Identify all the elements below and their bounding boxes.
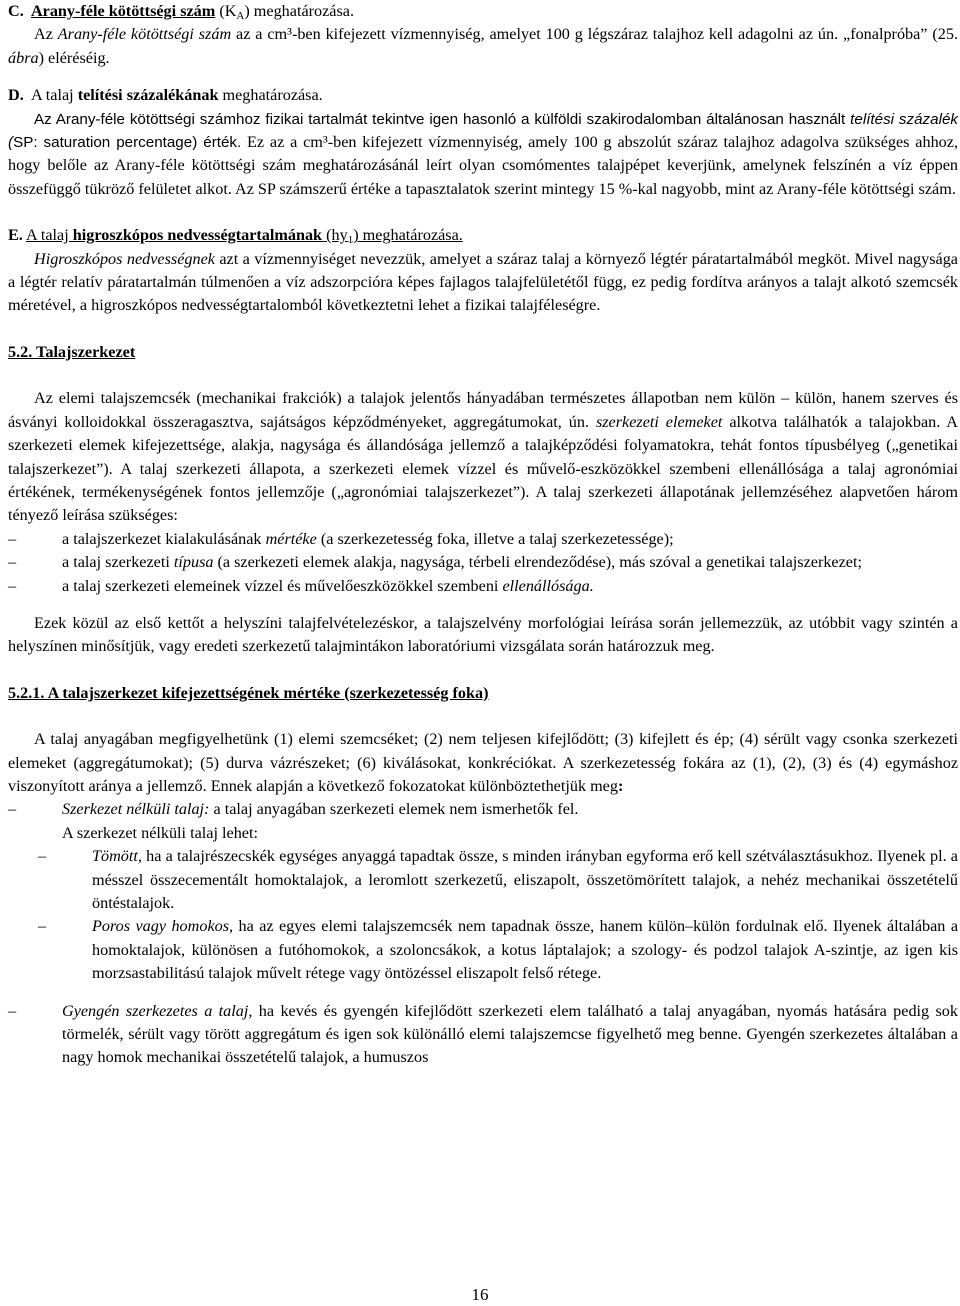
section-c-heading: C. Arany-féle kötöttségi szám $(K_A)$ meghatározása. [8,2,355,22]
page-number: 16 [471,1285,489,1304]
section-c-paragraph: Az Arany-féle kötöttségi szám az a cm³-ben kifejezett vízmennyiség, amelyet 100 g légszáraz talajhoz kell adagolni az ún. „fonalpróba” (25. ábra) eléréséig. [8,25,958,67]
list-item: – a talaj szerkezeti elemeinek vízzel és művelőeszközökkel szembeni ellenállósága. [8,576,594,595]
list-item: – a talajszerkezet kialakulásának mértéke (a szerkezetesség foka, illetve a talaj szerkezetessége); [8,529,674,548]
section-e-paragraph: Higroszkópos nedvességnek azt a vízmennyiséget nevezzük, amelyet a száraz talaj a környező légtér páratartalmából megköt. Mivel nagysága a légtér relatív páratartalmán túlmenően a víz adszorpcióra képes fajlagos talajfelületétől függ, ez pedig fordítva arányos a talajt alkotó szemcsék méretével, a higroszkópos nedvességtartalomból következtetni lehet a fizikai talajféleségre. [8,249,958,315]
section-5-2-paragraph-2: Ezek közül az első kettőt a helyszíni talajfelvételezéskor, a talajszelvény morfológiai leírása során jellemezzük, az utóbbit vagy szintén a helyszínen minősítjük, vagy eredeti szerkezetű talajmintákon laboratóriumi vizsgálata során határozzuk meg. [8,613,958,656]
section-e-heading: E. A talaj higroszkópos nedvességtartalmának $(hy_1)$ meghatározása. [8,226,463,247]
section-d-heading: D. A talaj telítési százalékának meghatározása. [8,86,323,105]
list-item: – Tömött, ha a talajrészecskék egységes anyaggá tapadtak össze, s minden irányban egyforma erő kell szétválasztásukhoz. Ilyenek pl. a mésszel összecementált homoktalajok, a leromlott szerkezetű, eliszapolt, összetömörített talajok, a nehéz mechanikai összetételű öntéstalajok. [38,847,958,912]
list-item: – Szerkezet nélküli talaj: a talaj anyagában szerkezeti elemek nem ismerhetők fel. A szerkezet nélküli talaj lehet: [8,800,579,842]
list-item: – Poros vagy homokos, ha az egyes elemi talajszemcsék nem tapadnak össze, hanem külön–külön fordulnak elő. Ilyenek általában a homoktalajok, különösen a futóhomokok, a szoloncsákok, a kotus láptalajok; a szology- és podzol talajok A-szintje, az igen kis morzsastabilitású talajok művelt rétege vagy öntözéssel eliszapolt felső rétege. [38,917,958,983]
list-item: – Gyengén szerkezetes a talaj, ha kevés és gyengén kifejlődött szerkezeti elem található a talaj anyagában, nyomás hatására pedig sok törmelék, sérült vagy törött aggregátum és igen sok különálló elemi talajszemcse figyelhető meg benne. Gyengén szerkezetes általában a nagy homok mechanikai összetételű talajok, a humuszos [8,1001,958,1067]
list-item: – a talaj szerkezeti típusa (a szerkezeti elemek alakja, nagysága, térbeli elrendeződése), más szóval a genetikai talajszerkezet; [8,553,862,572]
section-d-paragraph: Az Arany-féle kötöttségi számhoz fizikai tartalmát tekintve igen hasonló a külföldi szakirodalomban általánosan használt telítési százalék (SP: saturation percentage) érték. Ez az a cm³-ben kifejezett vízmennyiség, amely 100 g abszolút száraz talajhoz adagolva szükséges ahhoz, hogy belőle az Arany-féle kötöttségi szám meghatározásánál leírt olyan csomómentes talajpépet keverjünk, amelynek felszínén a víz éppen összefüggő tükröző felületet alkot. Az SP számszerű értéke a tapasztalatok szerint mintegy 15 %-kal nagyobb, mint az Arany-féle kötöttségi szám. [8,110,959,198]
section-5-2-heading: 5.2. Talajszerkezet [8,342,136,361]
section-5-2-paragraph: Az elemi talajszemcsék (mechanikai frakciók) a talajok jelentős hányadában természetes állapotban nem külön – külön, hanem szerves és ásványi kolloidokkal összeragasztva, sajátságos képződményeket, aggregátumokat, ún. szerkezeti elemeket alkotva találhatók a talajokban. A szerkezeti elemek kifejezettsége, alakja, nagysága és állandósága jellemző a talajképződési folyamatokra, tehát fontos típusbélyeg („genetikai talajszerkezet”). A talaj szerkezeti állapota, a szerkezeti elemek vízzel és művelő-eszközökkel szembeni ellenállósága a talaj agronómiai értékének, termékenységének fontos jellemzője („agronómiai talajszerkezet”). A talaj szerkezeti állapotának jellemzéséhez alapvetően három tényező leírása szükséges: [8,389,958,525]
section-5-2-1-heading: 5.2.1. A talajszerkezet kifejezettségének mértéke (szerkezetesség foka) [8,683,489,702]
document-page [8,0,958,1070]
section-5-2-1-paragraph: A talaj anyagában megfigyelhetünk (1) elemi szemcséket; (2) nem teljesen kifejlődött; (3) kifejlett és ép; (4) sérült vagy csonka szerkezeti elemeket (aggregátumokat); (5) durva vázrészeket; (6) kiválásokat, konkréciókat. A szerkezetesség fokára az (1), (2), (3) és (4) egymáshoz viszonyított aránya a jellemző. Ennek alapján a következő fokozatokat különböztethetjük meg: [8,730,958,795]
